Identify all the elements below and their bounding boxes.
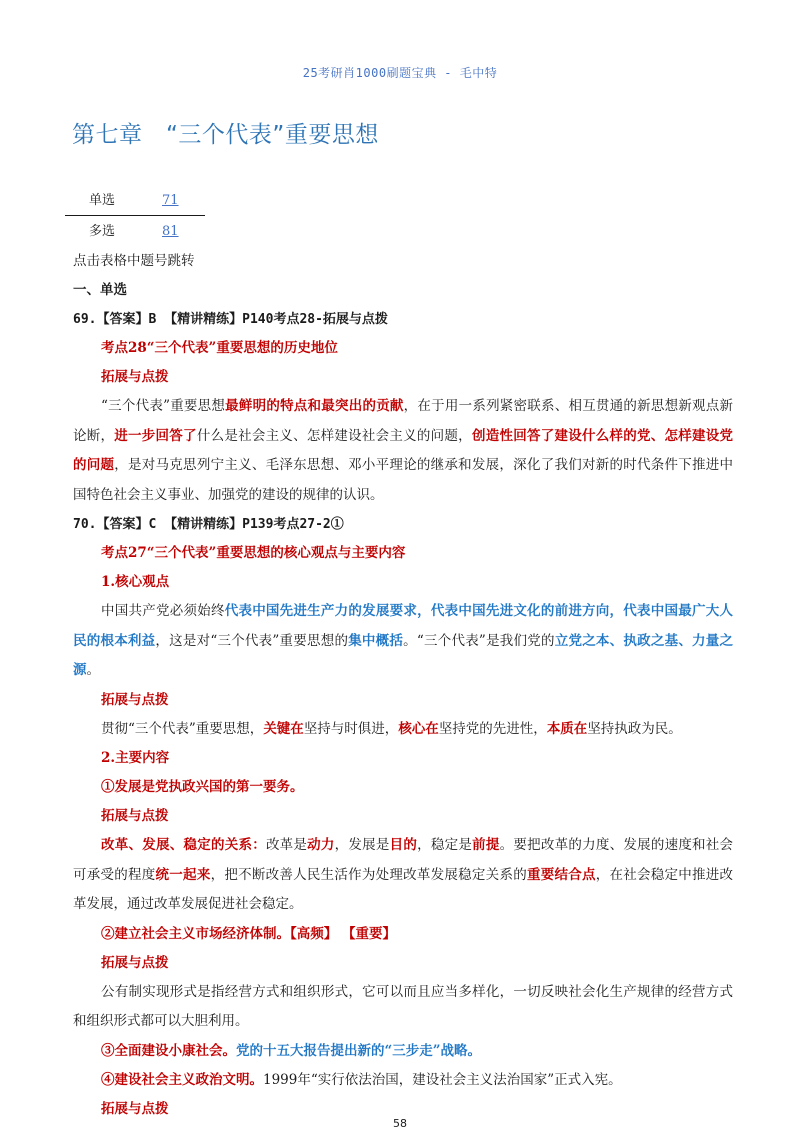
toc-label: 多选 bbox=[89, 224, 116, 239]
kaodian-70: 考点27“三个代表”重要思想的核心观点与主要内容 bbox=[101, 545, 406, 561]
main-item-2: ②建立社会主义市场经济体制。【高频】 【重要】 bbox=[101, 925, 396, 942]
tuozhan-heading: 拓展与点拨 bbox=[101, 369, 169, 385]
table-divider bbox=[65, 215, 205, 216]
implement-paragraph: 贯彻“三个代表”重要思想，关键在坚持与时俱进，核心在坚持党的先进性，本质在坚持执政为民。 bbox=[101, 720, 682, 737]
subheading-main: 2.主要内容 bbox=[101, 750, 170, 766]
toc-link-single[interactable]: 71 bbox=[162, 193, 179, 208]
main-item-3: ③全面建设小康社会。党的十五大报告提出新的“三步走”战略。 bbox=[101, 1042, 482, 1059]
subheading-core: 1.核心观点 bbox=[101, 574, 170, 590]
answer-69: 69.【答案】B 【精讲精练】P140考点28-拓展与点拨 bbox=[73, 312, 388, 327]
tuozhan-heading: 拓展与点拨 bbox=[101, 1100, 169, 1117]
ownership-paragraph: 公有制实现形式是指经营方式和组织形式，它可以而且应当多样化，一切反映社会化生产规律的经营方式和组织形式都可以大胆利用。 bbox=[73, 983, 733, 1029]
answer-70: 70.【答案】C 【精讲精练】P139考点27-2① bbox=[73, 517, 344, 532]
tuozhan-heading: 拓展与点拨 bbox=[101, 691, 169, 708]
toc-row-single bbox=[65, 188, 205, 214]
page-body bbox=[73, 247, 733, 1124]
page-number: 58 bbox=[393, 1117, 407, 1130]
toc-row-multi bbox=[65, 219, 205, 245]
kaodian-69: 考点28“三个代表”重要思想的历史地位 bbox=[101, 340, 338, 356]
reform-paragraph: 改革、发展、稳定的关系：改革是动力，发展是目的，稳定是前提。要把改革的力度、发展的速度和社会可承受的程度统一起来，把不断改善人民生活作为处理改革发展稳定关系的重要结合点，在社会稳定中推进改革发展，通过改革发展促进社会稳定。 bbox=[73, 837, 734, 912]
main-item-1: ①发展是党执政兴国的第一要务。 bbox=[101, 779, 304, 795]
chapter-title: 第七章 “三个代表”重要思想 bbox=[72, 122, 379, 148]
tuozhan-heading: 拓展与点拨 bbox=[101, 808, 169, 824]
tuozhan-heading: 拓展与点拨 bbox=[101, 954, 169, 971]
core-paragraph: 中国共产党必须始终代表中国先进生产力的发展要求，代表中国先进文化的前进方向，代表中国最广大人民的根本利益，这是对“三个代表”重要思想的集中概括。“三个代表”是我们党的立党之本、执政之基、力量之源。 bbox=[73, 603, 734, 678]
explanation-69: “三个代表”重要思想最鲜明的特点和最突出的贡献，在于用一系列紧密联系、相互贯通的新思想新观点新论断，进一步回答了什么是社会主义、怎样建设社会主义的问题，创造性回答了建设什么样的党、怎样建设党的问题，是对马克思列宁主义、毛泽东思想、邓小平理论的继承和发展，深化了我们对新的时代条件下推进中国特色社会主义事业、加强党的建设的规律的认识。 bbox=[73, 398, 734, 503]
toc-link-multi[interactable]: 81 bbox=[162, 224, 179, 239]
toc-hint: 点击表格中题号跳转 bbox=[73, 253, 195, 269]
question-index-table bbox=[65, 188, 205, 245]
section-heading: 一、单选 bbox=[73, 282, 127, 298]
main-item-4: ④建设社会主义政治文明。1999年“实行依法治国，建设社会主义法治国家”正式入宪。 bbox=[101, 1071, 622, 1088]
toc-label: 单选 bbox=[89, 193, 116, 208]
running-header: 25考研肖1000刷题宝典 - 毛中特 bbox=[302, 66, 498, 80]
